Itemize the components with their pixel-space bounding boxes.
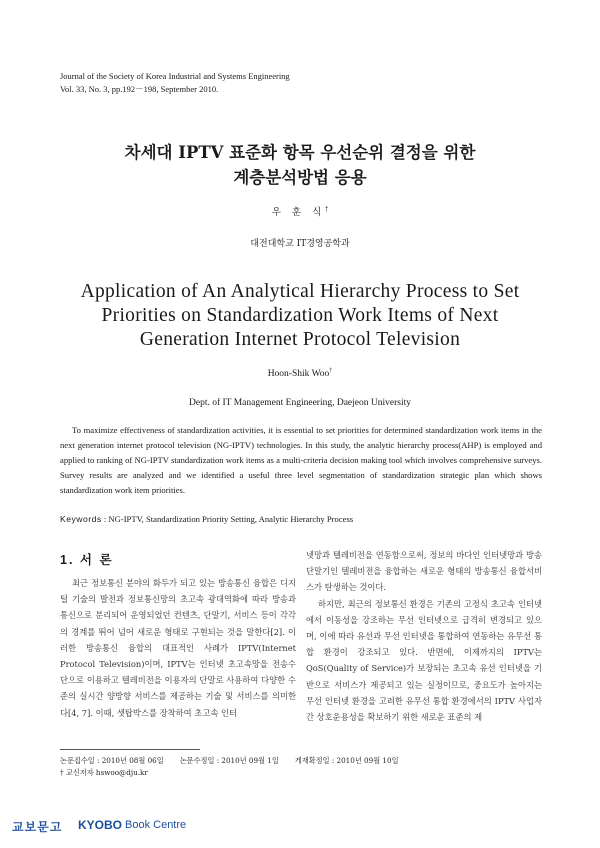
footnote-accepted: 게재확정일 : 2010년 09월 10일 xyxy=(294,756,399,765)
english-affiliation: Dept. of IT Management Engineering, Daejeon University xyxy=(189,398,411,408)
korean-title-line2: 계층분석방법 응용 xyxy=(233,168,367,187)
right-paragraph-1: 넷망과 텔레비전을 연동함으로써, 정보의 바다인 인터넷망과 방송 단말기인 텔레비전을 융합하는 새로운 형태의 방송통신 융합서비스가 탄생하는 것이다. xyxy=(306,550,542,593)
korean-author xyxy=(0,204,600,218)
journal-volume: Vol. 33, No. 3, pp.192－198, September 2010. xyxy=(60,84,219,94)
korean-affiliation: 대전대학교 IT경영공학과 xyxy=(250,239,350,249)
footnote-revised: 논문수정일 : 2010년 09월 1일 xyxy=(179,756,279,765)
journal-name: Journal of the Society of Korea Industrial and Systems Engineering xyxy=(60,71,290,81)
right-column xyxy=(306,547,542,725)
korean-title-line1: 차세대 IPTV 표준화 항목 우선순위 결정을 위한 xyxy=(124,143,476,162)
keywords-text: : NG-IPTV, Standardization Priority Setting, Analytic Hierarchy Process xyxy=(101,514,354,524)
korean-author-name: 우 훈 식 xyxy=(271,207,326,218)
footnote xyxy=(60,755,399,779)
journal-info xyxy=(60,70,290,96)
english-title-line2: Priorities on Standardization Work Items of Next xyxy=(101,305,499,326)
abstract: To maximize effectiveness of standardization activities, it is essential to set priorities for determined standardization work items in the next generation internet protocol television (NG-IPTV) technologies. In this study, the analytic hierarchy process(AHP) is employed and applied to ranking of NG-IPTV standardization work items as a multi-criteria decision making tool which involves comprehensive surveys. Survey results are analyzed and we identified a useful three level segmentation of standardization strategic plan which shows standardization work item priorities. xyxy=(60,425,542,495)
kyobo-logo-korean: 교보문고 xyxy=(12,820,63,834)
kyobo-logo-english: KYOBO xyxy=(78,818,123,832)
footnote-received: 논문접수일 : 2010년 08월 06일 xyxy=(60,756,164,765)
keywords xyxy=(60,514,353,524)
footnote-corresponding: † 교신저자 hswoo@dju.kr xyxy=(60,768,148,777)
right-paragraph-2: 하지만, 최근의 정보통신 환경은 기존의 고정식 초고속 인터넷에서 이동성을 강조하는 무선 인터넷으로 급격히 변경되고 있으며, 이에 따라 유선과 무선 인터넷을 통합하여 연동하는 유무선 통합 환경이 강조되고 있다. 반면에, 이제까지의 IPTV는 QoS(Quality of Service)가 보장되는 초고속 유선 인터넷을 기반으로 서비스가 제공되고 있는 실정이므로, 중요도가 높아지는 무선 인터넷 환경을 고려한 유무선 통합 환경에서의 IPTV 사업자간 상호운용성을 확보하기 위한 새로운 표준의 제 xyxy=(306,598,542,723)
korean-author-mark: † xyxy=(325,205,329,213)
footnote-dates xyxy=(60,755,399,767)
korean-title xyxy=(0,140,600,190)
left-paragraph-1: 최근 정보통신 분야의 화두가 되고 있는 방송통신 융합은 디지털 기술의 발전과 정보통신망의 초고속 광대역화에 따라 방송과 통신으로 분리되어 운영되었던 컨텐츠, 단말기, 서비스 등이 각각의 경계를 뛰어 넘어 새로운 형태로 구현되는 것을 말한다[2]. 이러한 방송통신 융합의 대표적인 사례가 IPTV(Internet Protocol Television)이며, IPTV는 인터넷 초고속망을 전송수단으로 이용하고 텔레비전을 이용자의 단말로 사용하여 다양한 수준의 실시간 양방향 서비스를 제공하는 기술 및 서비스를 의미한다[4, 7]. 이때, 셋탑박스를 장착하여 초고속 인터 xyxy=(60,578,296,718)
kyobo-logo-subtitle: Book Centre xyxy=(125,819,187,831)
english-author-name: Hoon-Shik Woo xyxy=(267,369,330,380)
english-title-line1: Application of An Analytical Hierarchy Process to Set xyxy=(80,281,520,302)
section-heading: 1. 서 론 xyxy=(60,553,114,567)
english-author xyxy=(0,368,600,379)
english-title xyxy=(0,280,600,352)
left-column xyxy=(60,575,296,721)
footnote-divider xyxy=(60,749,200,750)
keywords-label: Keywords xyxy=(60,514,102,524)
english-title-line3: Generation Internet Protocol Television xyxy=(139,329,461,350)
english-author-mark: † xyxy=(329,368,333,374)
